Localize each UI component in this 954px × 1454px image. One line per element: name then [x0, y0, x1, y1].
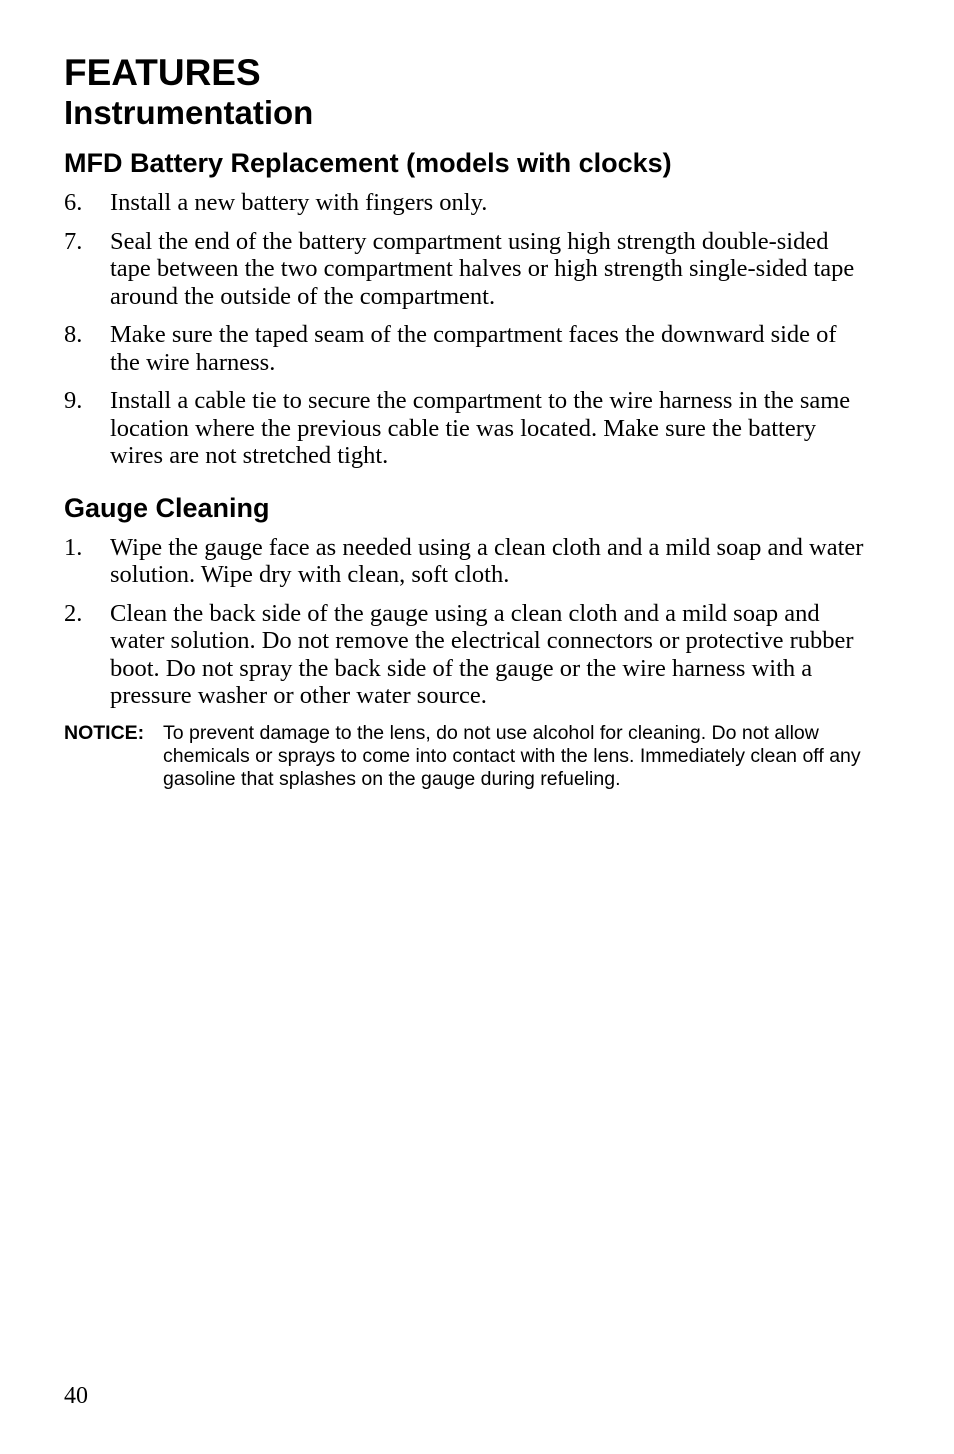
battery-steps-list [64, 189, 864, 470]
step-number: 1. [64, 533, 83, 561]
step-text: Install a new battery with fingers only. [110, 189, 488, 216]
list-item [64, 321, 864, 376]
step-number: 8. [64, 321, 83, 348]
step-text: Clean the back side of the gauge using a clean cloth and a mild soap and water solution. Do not remove the electrical connectors or protective rubber boot. Do not spray the back side of the gauge or the wire harness with a pressure washer or other water source. [110, 599, 854, 709]
list-item [64, 387, 864, 470]
notice-label: NOTICE: [64, 721, 145, 744]
list-item [64, 534, 864, 589]
step-number: 9. [64, 387, 83, 414]
step-text: Make sure the taped seam of the compartment faces the downward side of the wire harness. [110, 321, 837, 376]
list-item [64, 189, 864, 217]
notice-text: To prevent damage to the lens, do not use alcohol for cleaning. Do not allow chemicals or sprays to come into contact with the lens. Immediately clean off any gasoline that splashes on the gauge during refueling. [163, 721, 861, 790]
step-number: 7. [64, 227, 83, 255]
step-number: 6. [64, 189, 83, 216]
battery-replacement-heading: MFD Battery Replacement (models with clocks) [64, 148, 672, 178]
step-text: Wipe the gauge face as needed using a clean cloth and a mild soap and water solution. Wipe dry with clean, soft cloth. [110, 533, 864, 588]
notice-block [64, 722, 864, 791]
gauge-steps-list [64, 534, 864, 710]
list-item [64, 228, 864, 311]
page-number: 40 [64, 1383, 88, 1409]
page-title: FEATURES [64, 52, 261, 93]
step-text: Seal the end of the battery compartment using high strength double-sided tape between the two compartment halves or high strength single-sided tape around the outside of the compartment. [110, 227, 855, 310]
page-subtitle: Instrumentation [64, 94, 314, 131]
step-number: 2. [64, 599, 83, 627]
step-text: Install a cable tie to secure the compartment to the wire harness in the same location where the previous cable tie was located. Make sure the battery wires are not stretched tight. [110, 387, 851, 469]
gauge-cleaning-heading: Gauge Cleaning [64, 492, 270, 523]
page-content [64, 52, 864, 791]
list-item [64, 600, 864, 710]
